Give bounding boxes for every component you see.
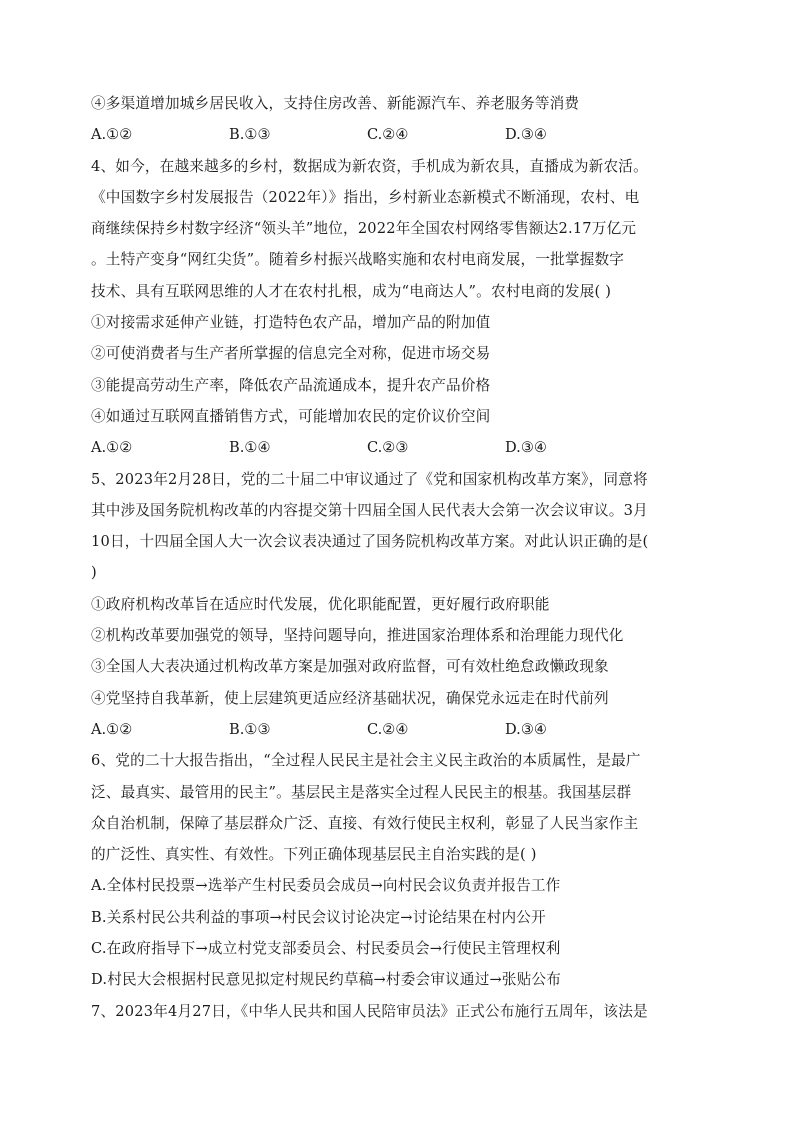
q4-options xyxy=(91,432,711,463)
q6-option-b: B.关系村民公共利益的事项→村民会议讨论决定→讨论结果在村内公开 xyxy=(91,908,546,926)
q4-stem-line: 4、如今，在越来越多的乡村，数据成为新农资，手机成为新农具，直播成为新农活。 xyxy=(91,157,648,175)
q3-option-c: C.②④ xyxy=(367,126,409,144)
q6-option-c: C.在政府指导下→成立村党支部委员会、村民委员会→行使民主管理权利 xyxy=(91,940,561,958)
q6-option-d: D.村民大会根据村民意见拟定村规民约草稿→村委会审议通过→张贴公布 xyxy=(91,971,562,989)
q4-stem-line: 商继续保持乡村数字经济“领头羊”地位，2022年全国农村网络零售额达2.17万亿元 xyxy=(91,220,637,238)
q5-stem-line: ) xyxy=(91,564,97,582)
q6-stem-line: 6、党的二十大报告指出，“全过程人民民主是社会主义民主政治的本质属性，是最广 xyxy=(91,752,641,770)
q6-stem-line: 的广泛性、真实性、有效性。下列正确体现基层民主自治实践的是( ) xyxy=(91,846,537,864)
q4-stem-line: 。土特产变身“网红尖货”。随着乡村振兴战略实施和农村电商发展，一批掌握数字 xyxy=(91,251,625,269)
q4-stem-line: 《中国数字乡村发展报告（2022年）》指出，乡村新业态新模式不断涌现，农村、电 xyxy=(91,188,640,206)
q3-item-4: ④多渠道增加城乡居民收入，支持住房改善、新能源汽车、养老服务等消费 xyxy=(91,95,580,112)
q5-stem-line: 10日，十四届全国人大一次会议表决通过了国务院机构改革方案。对此认识正确的是( xyxy=(91,533,649,551)
q7-stem-line: 7、2023年4月27日，《中华人民共和国人民陪审员法》正式公布施行五周年，该法是 xyxy=(91,1002,648,1020)
q6-stem-line: 泛、最真实、最管用的民主”。基层民主是落实全过程人民民主的根基。我国基层群 xyxy=(91,783,632,801)
q4-option-b: B.①④ xyxy=(229,439,271,457)
q5-item-1: ①政府机构改革旨在适应时代发展，优化职能配置，更好履行政府职能 xyxy=(91,595,550,613)
q6-stem-line: 众自治机制，保障了基层群众广泛、直接、有效行使民主权利，彰显了人民当家作主 xyxy=(91,814,639,832)
q5-option-a: A.①② xyxy=(91,720,133,738)
q4-option-d: D.③④ xyxy=(505,439,547,457)
q4-item-2: ②可使消费者与生产者所掌握的信息完全对称，促进市场交易 xyxy=(91,345,491,363)
q3-option-a: A.①② xyxy=(91,126,133,144)
exam-page xyxy=(91,88,711,1027)
q4-option-c: C.②③ xyxy=(367,439,409,457)
q5-item-3: ③全国人大表决通过机构改革方案是加强对政府监督，可有效杜绝怠政懒政现象 xyxy=(91,658,609,676)
q6-option-a: A.全体村民投票→选举产生村民委员会成员→向村民会议负责并报告工作 xyxy=(91,877,561,895)
q5-stem-line: 其中涉及国务院机构改革的内容提交第十四届全国人民代表大会第一次会议审议。3月 xyxy=(91,501,648,519)
q5-options xyxy=(91,714,711,745)
q5-option-c: C.②④ xyxy=(367,720,409,738)
q3-option-b: B.①③ xyxy=(229,126,271,144)
q3-option-d: D.③④ xyxy=(505,126,547,144)
q4-item-4: ④如通过互联网直播销售方式，可能增加农民的定价议价空间 xyxy=(91,407,491,425)
q5-option-b: B.①③ xyxy=(229,720,271,738)
q5-stem-line: 5、2023年2月28日，党的二十届二中审议通过了《党和国家机构改革方案》，同意将 xyxy=(91,470,648,488)
q4-stem-line: 技术、具有互联网思维的人才在农村扎根，成为“电商达人”。农村电商的发展( ) xyxy=(91,282,612,300)
q5-item-2: ②机构改革要加强党的领导，坚持问题导向，推进国家治理体系和治理能力现代化 xyxy=(91,627,624,645)
q4-item-1: ①对接需求延伸产业链，打造特色农产品，增加产品的附加值 xyxy=(91,314,491,332)
q3-options xyxy=(91,119,711,150)
q4-item-3: ③能提高劳动生产率，降低农产品流通成本，提升农产品价格 xyxy=(91,376,491,394)
q5-item-4: ④党坚持自我革新，使上层建筑更适应经济基础状况，确保党永远走在时代前列 xyxy=(91,689,609,707)
q4-option-a: A.①② xyxy=(91,439,133,457)
q5-option-d: D.③④ xyxy=(505,720,547,738)
